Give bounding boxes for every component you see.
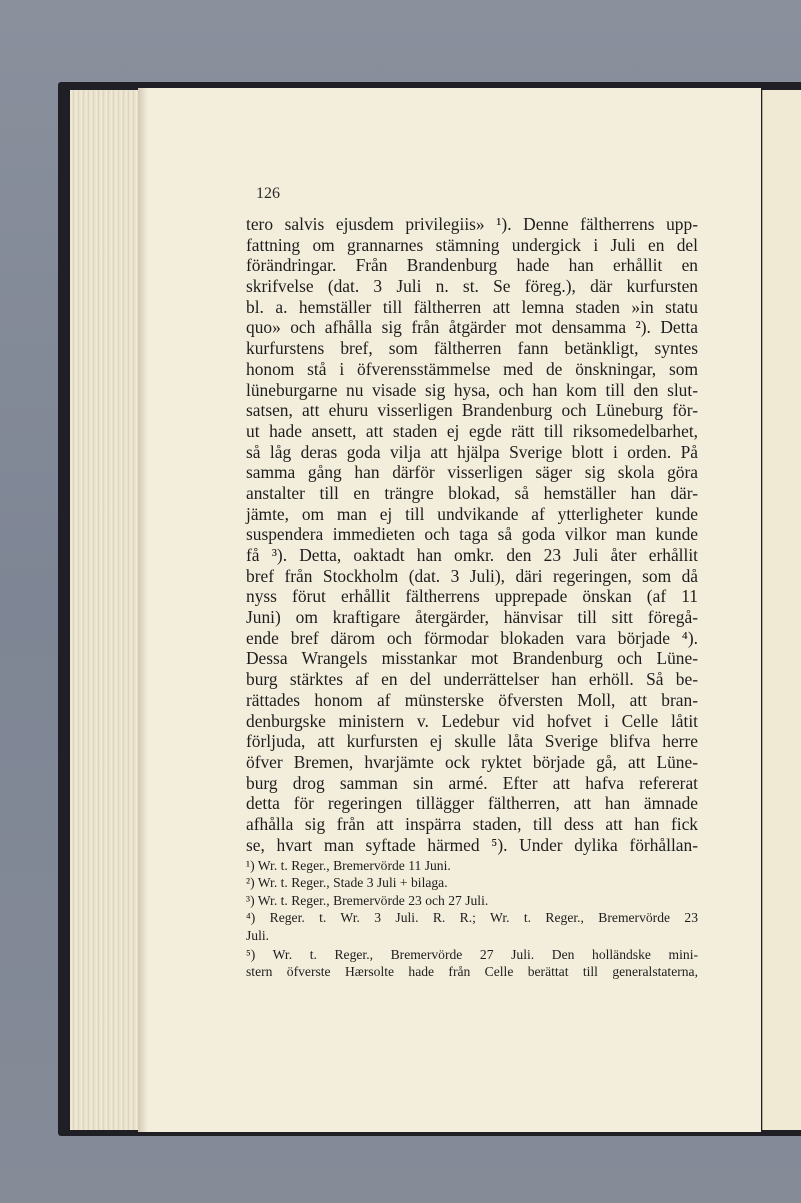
text-line: burg stärktes af en del underrättelser han erhöll. Så be- [246,669,698,690]
text-line: afhålla sig från att inspärra staden, till dess att han fick [246,813,698,834]
text-line: anstalter till en trängre blokad, så hemställer han där- [246,482,698,503]
footnote: ¹) Wr. t. Reger., Bremervörde 11 Juni. [246,858,451,873]
text-line: rättades honom af münsterske öfversten Moll, att bran- [246,689,698,710]
text-line: förljuda, att kurfursten ej skulle låta Sverige blifva herre [246,731,698,752]
text-line: Juni) om kraftigare återgärder, hänvisar till sitt föregå- [246,607,698,628]
text-line: Dessa Wrangels misstankar mot Brandenburg och Lüne- [246,648,698,669]
text-line: bl. a. hemställer till fältherren att lemna staden »in statu [246,296,698,317]
text-line: detta för regeringen tillägger fältherren, att han ämnade [246,793,698,814]
text-line: öfver Bremen, hvarjämte ock ryktet började gå, att Lüne- [246,751,698,772]
text-line: denburgske ministern v. Ledebur vid hofvet i Celle låtit [246,710,698,731]
gutter-shadow [138,88,148,1132]
footnote-continuation: Juli. [246,927,270,943]
footnotes [246,857,698,981]
text-line: se, hvart man syftade härmed ⁵). Under dylika förhållan- [246,834,698,855]
footnote: ⁴) Reger. t. Wr. 3 Juli. R. R.; Wr. t. Reger., Bremervörde 23 [246,910,698,926]
footnote: ³) Wr. t. Reger., Bremervörde 23 och 27 Juli. [246,892,489,908]
text-line: ende bref därom och förmodar blokaden vara började ⁴). [246,627,698,648]
page-edges [70,90,142,1130]
text-line: samma gång han därför visserligen säger sig skola göra [246,462,698,483]
text-line: bref från Stockholm (dat. 3 Juli), däri regeringen, som då [246,565,698,586]
text-line: ut hade ansett, att staden ej egde rätt till riksomedelbarhet, [246,420,698,441]
footnote-continuation: stern öfverste Hærsolte hade från Celle berättat till generalstaterna, [246,964,698,980]
text-line: lüneburgarne nu visade sig hysa, och han kom till den slut- [246,379,698,400]
text-line: nyss förut erhållit fältherrens upprepade önskan (af 11 [246,586,698,607]
text-line: suspendera immedieten och taga så goda vilkor man kunde [246,524,698,545]
footnote: ²) Wr. t. Reger., Stade 3 Juli + bilaga. [246,875,448,891]
text-line: så låg deras goda vilja att hjälpa Sverige blott i orden. På [246,441,698,462]
text-line: förändringar. Från Brandenburg hade han erhållit en [246,255,698,276]
text-line: tero salvis ejusdem privilegiis» ¹). Denne fältherrens upp- [246,214,698,234]
text-line: få ³). Detta, oaktadt han omkr. den 23 Juli åter erhållit [246,545,698,565]
page-number: 126 [256,185,280,202]
footnote: ⁵) Wr. t. Reger., Bremervörde 27 Juli. Den holländske mini- [246,946,698,962]
text-line: honom stå i öfverensstämmelse med de önskningar, som [246,358,698,379]
body-text [246,214,698,855]
text-line: satsen, att ehuru visserligen Brandenburg och Lüneburg för- [246,400,698,421]
facing-page-edge [762,90,801,1130]
text-line: burg drog samman sin armé. Efter att hafva refererat [246,772,698,793]
text-line: quo» och afhålla sig från åtgärder mot densamma ²). Detta [246,317,698,338]
text-line: fattning om grannarnes stämning undergick i Juli en del [246,234,698,255]
text-line: kurfurstens bref, som fältherren fann betänkligt, syntes [246,338,698,359]
text-line: jämte, om man ej till undvikande af ytterligheter kunde [246,503,698,524]
text-line: skrifvelse (dat. 3 Juli n. st. Se föreg.), där kurfursten [246,276,698,297]
